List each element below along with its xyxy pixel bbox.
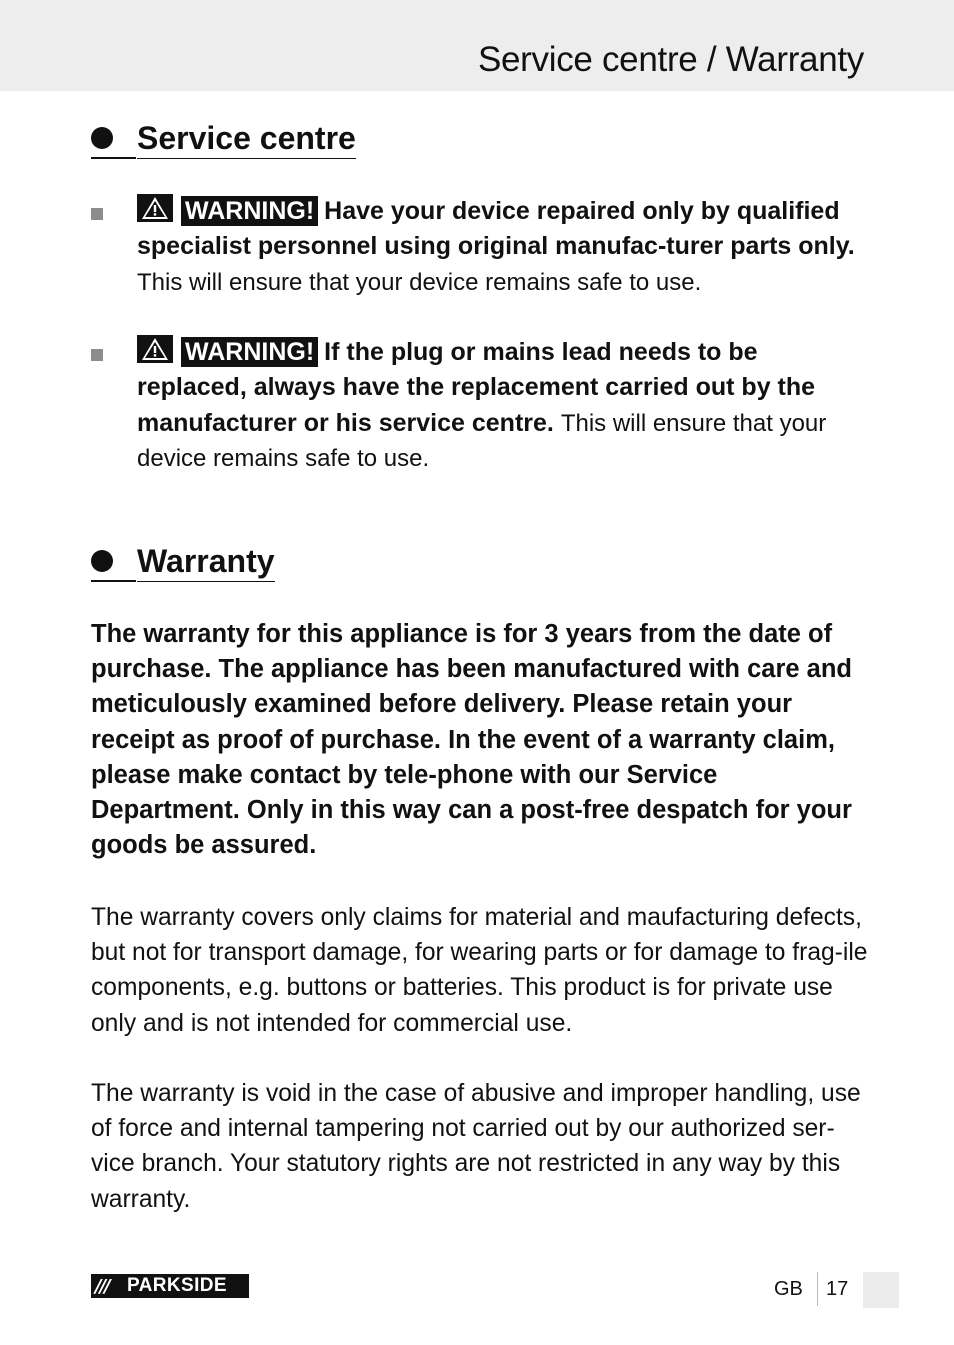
warranty-heading — [91, 541, 275, 582]
warning-triangle-icon — [137, 194, 173, 222]
warranty-paragraph-1: The warranty covers only claims for material and maufacturing defects, but not for transport damage, for wearing parts or for damage to frag-ile components, e.g. buttons or batteries. This product is for private use only and is not intended for commercial use. — [91, 904, 868, 1037]
warranty-title: Warranty — [137, 541, 275, 582]
warranty-bold-paragraph: The warranty for this appliance is for 3 years from the date of purchase. The appliance has been manufactured with care and meticulously examined before delivery. Please retain your receipt as proof of purchase. In the event of a warranty claim, please make contact by tele-phone with our Service Department. Only in this way can a post-free despatch for your goods be assured. — [91, 620, 852, 860]
service-centre-title: Service centre — [137, 118, 356, 159]
service-warning-item-1 — [91, 194, 871, 300]
square-bullet-icon — [91, 349, 103, 361]
warning-note: This will ensure that your device remains safe to use. — [137, 268, 702, 296]
parkside-logo — [91, 1274, 249, 1298]
page-number: 17 — [826, 1278, 849, 1300]
heading-bullet-dot-icon — [91, 550, 113, 572]
service-warning-item-2 — [91, 335, 871, 476]
warranty-paragraph-2: The warranty is void in the case of abusive and improper handling, use of force and internal tampering not carried out by our authorized ser-vice branch. Your statutory rights are not restricted in any way by this warranty. — [91, 1080, 861, 1213]
warning-triangle-icon — [137, 335, 173, 363]
language-code: GB — [774, 1278, 803, 1300]
service-centre-heading — [91, 118, 356, 159]
warning-note: This will ensure that your device remains safe to use. — [137, 409, 827, 472]
heading-bullet-dot-icon — [91, 127, 113, 149]
logo-slashes-icon: /// — [95, 1275, 109, 1297]
warning-label: WARNING! — [181, 196, 318, 226]
page-tab-marker — [863, 1272, 899, 1308]
logo-text: PARKSIDE — [127, 1275, 227, 1296]
heading-underline — [91, 157, 136, 159]
warning-label: WARNING! — [181, 337, 318, 367]
warning-bold-text: If the plug or mains lead needs to be replaced, always have the replacement carried out by the manufacturer or his service centre. — [137, 338, 816, 437]
footer-divider — [817, 1272, 818, 1306]
heading-underline — [91, 580, 136, 582]
warning-bold-text: Have your device repaired only by qualified specialist personnel using original manufac-turer parts only. — [137, 197, 855, 261]
page-header-title: Service centre / Warranty — [477, 40, 864, 79]
square-bullet-icon — [91, 208, 103, 220]
